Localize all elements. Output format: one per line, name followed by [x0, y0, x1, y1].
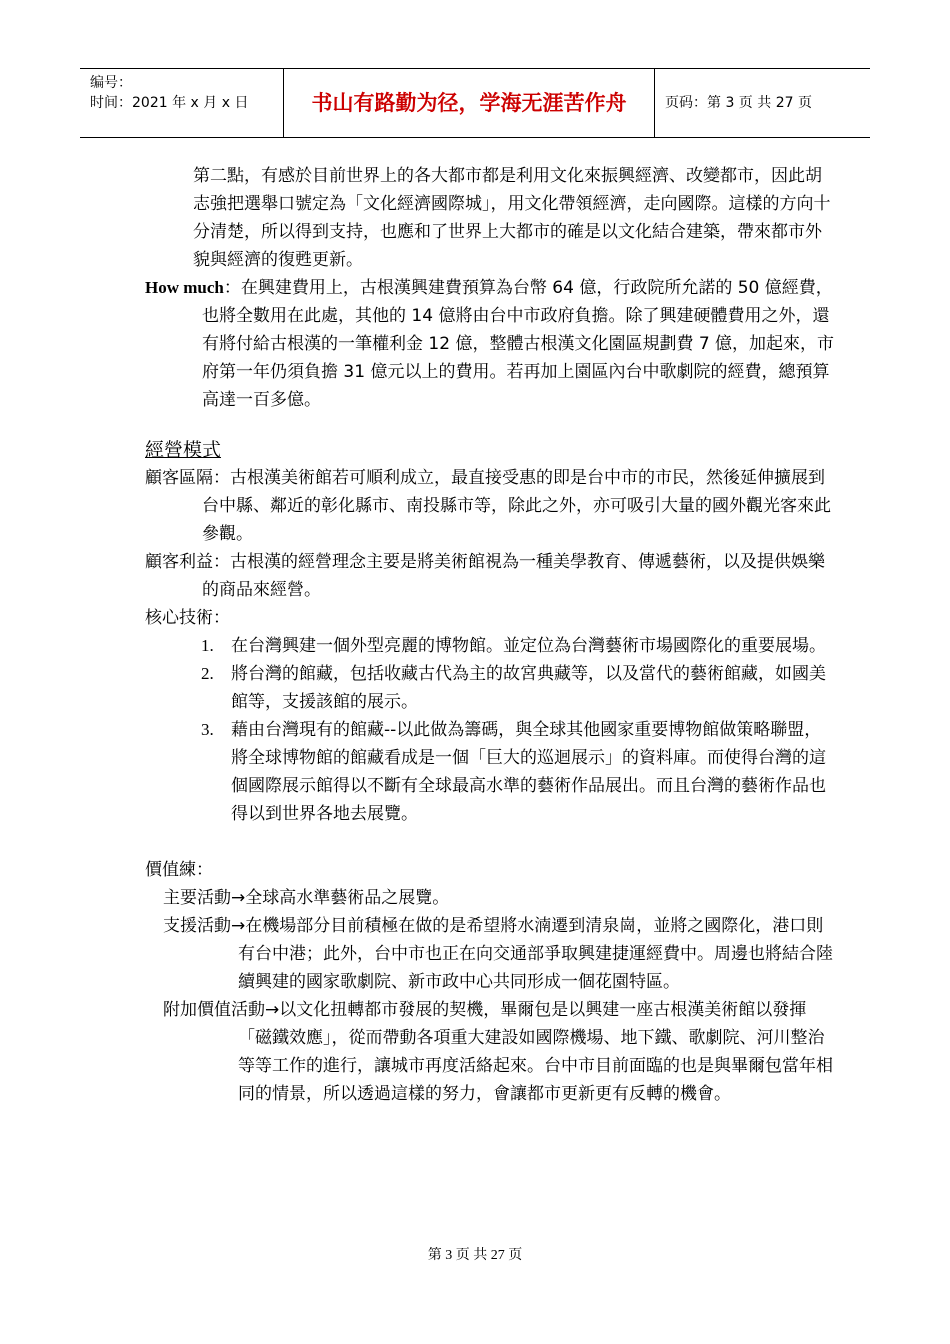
list-item: [145, 716, 835, 828]
page-header: [80, 68, 870, 138]
paragraph-customer-segment: 顧客區隔：古根漢美術館若可順利成立，最直接受惠的即是台中市的市民，然後延伸擴展到台中縣、鄰近的彰化縣市、南投縣市等，除此之外，亦可吸引大量的國外觀光客來此參觀。: [145, 468, 831, 544]
header-motto: 书山有路勤为径，学海无涯苦作舟: [284, 69, 655, 137]
number-label: 编号：: [90, 75, 132, 91]
section-title: 經營模式: [145, 439, 222, 461]
list-text: 藉由台灣現有的館藏--以此做為籌碼，與全球其他國家重要博物館做策略聯盟，將全球博物館的館藏看成是一個「巨大的巡迴展示」的資料庫。而使得台灣的這個國際展示館得以不斷有全球最高水準的藝術作品展出。而且台灣的藝術作品也得以到世界各地去展覽。: [231, 720, 826, 824]
value-chain-label: 價值練：: [145, 860, 213, 880]
value-chain-added: 附加價值活動→以文化扭轉都市發展的契機，畢爾包是以興建一座古根漢美術館以發揮「磁鐵效應」，從而帶動各項重大建設如國際機場、地下鐵、歌劇院、河川整治等等工作的進行，讓城市再度活絡起來。台中市目前面臨的也是與畢爾包當年相同的情景，所以透過這樣的努力，會讓都市更新更有反轉的機會。: [163, 1000, 833, 1104]
how-much-label: How much: [145, 278, 224, 297]
paragraph-how-much: [145, 274, 835, 414]
page-footer: 第 3 页 共 27 页: [427, 1248, 523, 1263]
header-page-label: 页码：第 3 页 共 27 页: [665, 95, 812, 111]
list-number: 1.: [201, 636, 214, 655]
paragraph-second-point: 第二點，有感於目前世界上的各大都市都是利用文化來振興經濟、改變都市，因此胡志強把選舉口號定為「文化經濟國際城」，用文化帶領經濟，走向國際。這樣的方向十分清楚，所以得到支持，也應和了世界上大都市的確是以文化結合建築，帶來都市外貌與經濟的復甦更新。: [193, 166, 831, 270]
core-tech-label: 核心技術：: [145, 608, 230, 628]
list-item: [145, 632, 835, 660]
list-text: 將台灣的館藏，包括收藏古代為主的故宮典藏等，以及當代的藝術館藏，如國美館等，支援該館的展示。: [231, 664, 826, 712]
paragraph-customer-benefit: 顧客利益：古根漢的經營理念主要是將美術館視為一種美學教育、傳遞藝術，以及提供娛樂的商品來經營。: [145, 552, 825, 600]
value-chain-support: 支援活動→在機場部分目前積極在做的是希望將水湳遷到清泉崗，並將之國際化，港口則有台中港；此外，台中市也正在向交通部爭取興建捷運經費中。周邊也將結合陸續興建的國家歌劇院、新市政中心共同形成一個花園特區。: [163, 916, 833, 992]
how-much-text: ：在興建費用上，古根漢興建費預算為台幣 64 億，行政院所允諾的 50 億經費，也將全數用在此處，其他的 14 億將由台中市政府負擔。除了興建硬體費用之外，還有將付給古根漢的一筆權利金 12 億，整體古根漢文化園區規劃費 7 億，加起來，市府第一年仍須負擔 31 億元以上的費用。若再加上園區內台中歌劇院的經費，總預算高達一百多億。: [202, 278, 835, 410]
header-meta: [80, 69, 284, 137]
list-number: 3.: [201, 720, 214, 739]
date-label: 时间：2021 年 x 月 x 日: [90, 95, 249, 111]
list-item: [145, 660, 835, 716]
value-chain-main: 主要活動→全球高水準藝術品之展覽。: [163, 888, 450, 908]
document-body: [145, 162, 835, 1108]
list-number: 2.: [201, 664, 214, 683]
list-text: 在台灣興建一個外型亮麗的博物館。並定位為台灣藝術市場國際化的重要展場。: [231, 636, 826, 656]
